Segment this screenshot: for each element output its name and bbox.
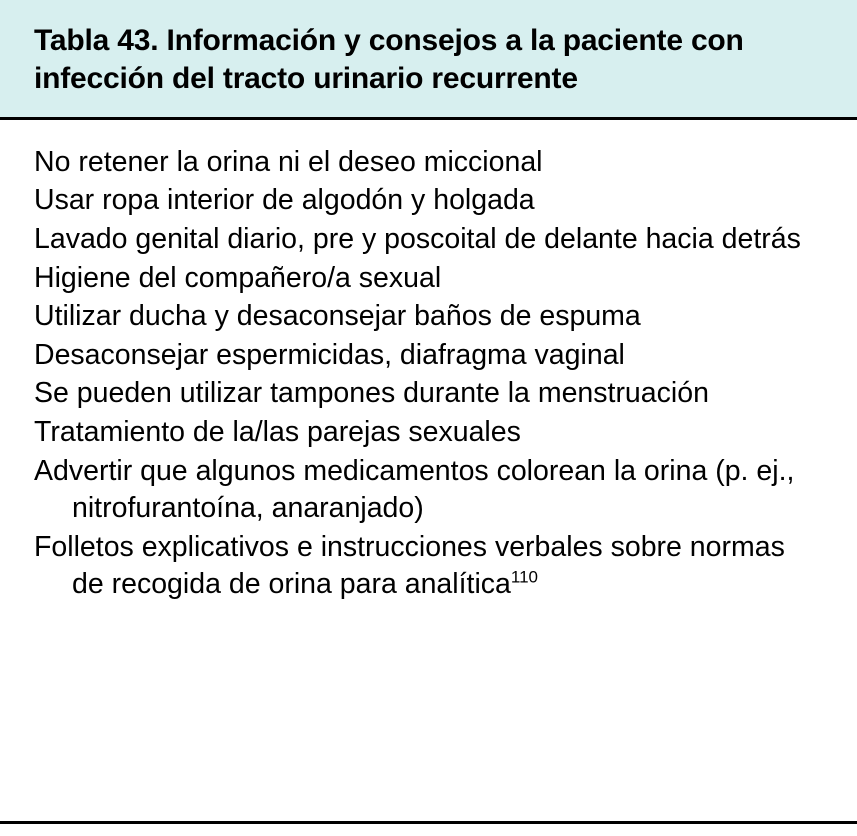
reference-marker: 110 — [510, 567, 538, 587]
list-item: Usar ropa interior de algodón y holgada — [34, 184, 535, 217]
list-item: Lavado genital diario, pre y poscoital de delante hacia detrás — [34, 223, 801, 255]
advice-list — [34, 144, 823, 604]
table-header — [0, 0, 857, 117]
table-title: Tabla 43. Información y consejos a la paciente con infección del tracto urinario recurrente — [34, 24, 744, 96]
list-item: Se pueden utilizar tampones durante la menstruación — [34, 377, 709, 410]
list-item-with-reference — [34, 529, 823, 604]
list-item: Utilizar ducha y desaconsejar baños de espuma — [34, 300, 641, 333]
list-item: Desaconsejar espermicidas, diafragma vaginal — [34, 338, 625, 371]
list-item: No retener la orina ni el deseo miccional — [34, 145, 543, 178]
table-body — [0, 120, 857, 604]
footer-divider — [0, 821, 857, 824]
list-item: Advertir que algunos medicamentos colorean la orina (p. ej., nitrofurantoína, anaranjado) — [34, 454, 795, 525]
list-item: Higiene del compañero/a sexual — [34, 261, 442, 294]
list-item: Tratamiento de la/las parejas sexuales — [34, 416, 521, 449]
list-item-label: Folletos explicativos e instrucciones verbales sobre normas de recogida de orina para analítica — [34, 530, 785, 601]
